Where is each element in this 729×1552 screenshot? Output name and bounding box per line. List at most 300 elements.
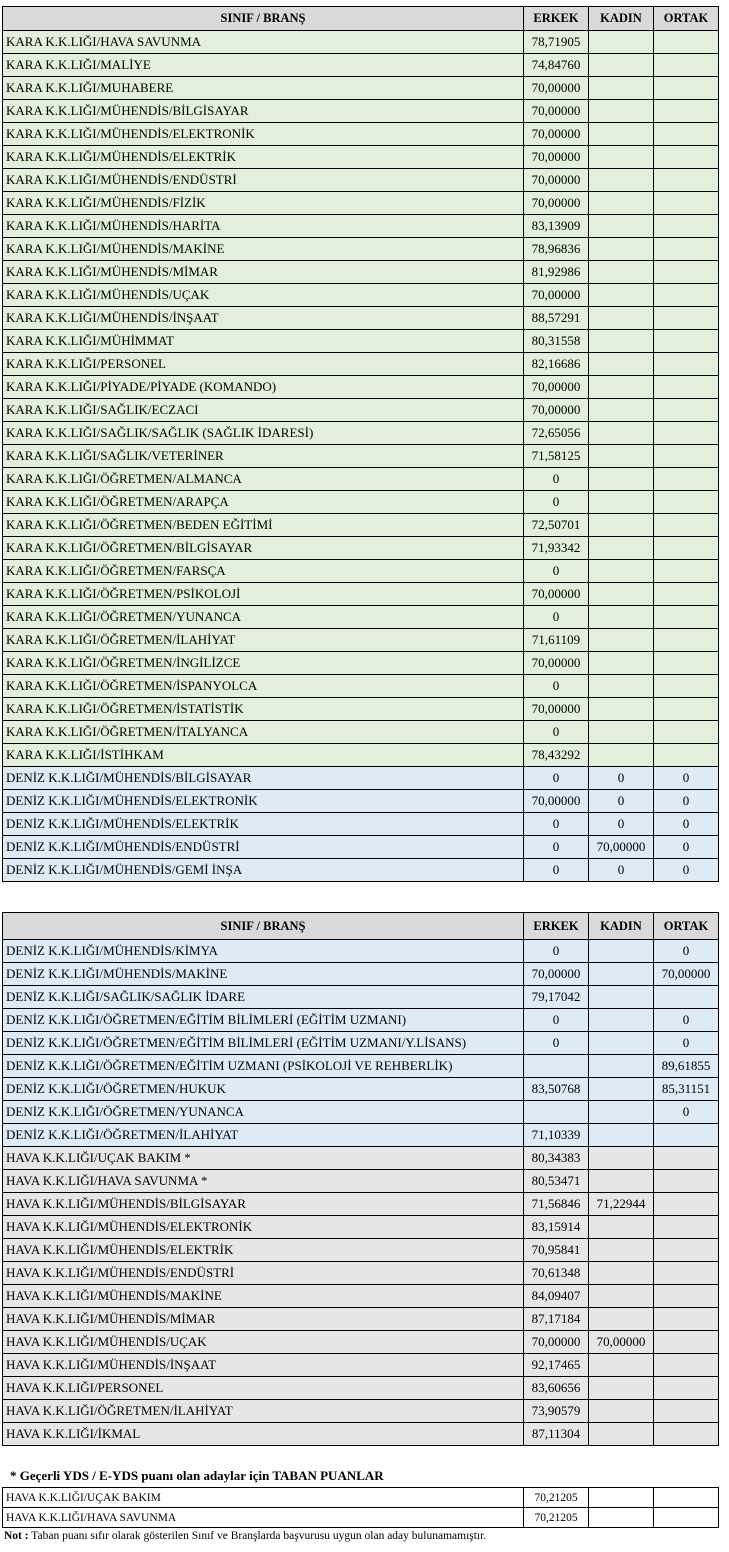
female-score-cell [589, 1262, 654, 1285]
male-score-cell: 70,00000 [524, 698, 589, 721]
female-score-cell [589, 1239, 654, 1262]
branch-cell: HAVA K.K.LIĞI/ÖĞRETMEN/İLAHİYAT [3, 1400, 524, 1423]
header-female: KADIN [589, 7, 654, 31]
table-row [3, 146, 719, 169]
common-score-cell: 0 [654, 767, 719, 790]
female-score-cell [589, 606, 654, 629]
male-score-cell: 81,92986 [524, 261, 589, 284]
male-score-cell: 70,00000 [524, 1331, 589, 1354]
male-score-cell: 70,00000 [524, 100, 589, 123]
table-row [3, 491, 719, 514]
female-score-cell: 0 [589, 813, 654, 836]
table-row [3, 1055, 719, 1078]
scores-table-1 [2, 6, 719, 882]
common-score-cell [654, 330, 719, 353]
male-score-cell: 70,00000 [524, 146, 589, 169]
table-row [3, 1170, 719, 1193]
table-row [3, 1147, 719, 1170]
male-score-cell: 0 [524, 560, 589, 583]
common-score-cell [654, 1124, 719, 1147]
common-score-cell [654, 146, 719, 169]
female-score-cell [589, 146, 654, 169]
branch-cell: KARA K.K.LIĞI/MÜHENDİS/ENDÜSTRİ [3, 169, 524, 192]
male-score-cell: 70,00000 [524, 652, 589, 675]
branch-cell: DENİZ K.K.LIĞI/SAĞLIK/SAĞLIK İDARE [3, 986, 524, 1009]
male-score-cell: 0 [524, 468, 589, 491]
female-score-cell [589, 1101, 654, 1124]
female-score-cell [589, 1009, 654, 1032]
female-score-cell: 0 [589, 790, 654, 813]
female-score-cell [589, 422, 654, 445]
female-score-cell [589, 721, 654, 744]
male-score-cell: 0 [524, 491, 589, 514]
table-row [3, 353, 719, 376]
female-score-cell [589, 445, 654, 468]
common-score-cell [654, 721, 719, 744]
branch-cell: HAVA K.K.LIĞI/MÜHENDİS/ELEKTRİK [3, 1239, 524, 1262]
table-row [3, 1331, 719, 1354]
table-row [3, 100, 719, 123]
branch-cell: KARA K.K.LIĞI/MÜHENDİS/UÇAK [3, 284, 524, 307]
table-row [3, 675, 719, 698]
common-score-cell: 89,61855 [654, 1055, 719, 1078]
female-score-cell [589, 1032, 654, 1055]
common-score-cell: 0 [654, 790, 719, 813]
branch-cell: KARA K.K.LIĞI/MÜHENDİS/FİZİK [3, 192, 524, 215]
common-score-cell [654, 1331, 719, 1354]
female-score-cell [589, 31, 654, 54]
common-score-cell [654, 537, 719, 560]
common-score-cell: 0 [654, 836, 719, 859]
branch-cell: KARA K.K.LIĞI/MÜHENDİS/HARİTA [3, 215, 524, 238]
branch-cell: KARA K.K.LIĞI/MÜHENDİS/MAKİNE [3, 238, 524, 261]
female-score-cell [589, 307, 654, 330]
table-row [3, 31, 719, 54]
female-score-cell [589, 1216, 654, 1239]
common-score-cell: 0 [654, 813, 719, 836]
table-row [3, 468, 719, 491]
male-score-cell: 83,50768 [524, 1078, 589, 1101]
common-score-cell [654, 583, 719, 606]
table-row [3, 1101, 719, 1124]
scores-table-2 [2, 912, 719, 1446]
male-score-cell: 84,09407 [524, 1285, 589, 1308]
male-score-cell: 0 [524, 675, 589, 698]
female-score-cell [589, 215, 654, 238]
female-score-cell [589, 100, 654, 123]
branch-cell: DENİZ K.K.LIĞI/MÜHENDİS/ELEKTRİK [3, 813, 524, 836]
male-score-cell: 88,57291 [524, 307, 589, 330]
table-row [3, 836, 719, 859]
female-score-cell [589, 560, 654, 583]
common-score-cell [654, 606, 719, 629]
common-score-cell: 0 [654, 859, 719, 882]
male-score-cell: 74,84760 [524, 54, 589, 77]
male-score-cell: 0 [524, 606, 589, 629]
yds-table [2, 1487, 719, 1528]
branch-cell: HAVA K.K.LIĞI/MÜHENDİS/MİMAR [3, 1308, 524, 1331]
table-row [3, 399, 719, 422]
table-row [3, 1193, 719, 1216]
common-score-cell [654, 1354, 719, 1377]
common-score-cell [654, 1239, 719, 1262]
common-score-cell [654, 1216, 719, 1239]
branch-cell: KARA K.K.LIĞI/ÖĞRETMEN/İSTATİSTİK [3, 698, 524, 721]
table-row [3, 1009, 719, 1032]
female-score-cell [589, 77, 654, 100]
female-score-cell [589, 675, 654, 698]
female-score-cell [589, 238, 654, 261]
common-score-cell [654, 399, 719, 422]
table-row [3, 169, 719, 192]
common-score-cell: 70,00000 [654, 963, 719, 986]
female-score-cell [589, 169, 654, 192]
branch-cell: KARA K.K.LIĞI/ÖĞRETMEN/FARSÇA [3, 560, 524, 583]
branch-cell: KARA K.K.LIĞI/MUHABERE [3, 77, 524, 100]
female-score-cell [589, 514, 654, 537]
common-score-cell: 0 [654, 1009, 719, 1032]
female-score-cell [589, 1055, 654, 1078]
table-row [3, 1262, 719, 1285]
male-score-cell: 70,00000 [524, 284, 589, 307]
table-row [3, 790, 719, 813]
female-score-cell [589, 1170, 654, 1193]
common-score-cell: 0 [654, 1101, 719, 1124]
branch-cell: DENİZ K.K.LIĞI/MÜHENDİS/MAKİNE [3, 963, 524, 986]
common-score-cell [654, 307, 719, 330]
male-score-cell: 70,00000 [524, 77, 589, 100]
male-score-cell: 70,95841 [524, 1239, 589, 1262]
female-score-cell [589, 468, 654, 491]
table-row [3, 1216, 719, 1239]
female-score-cell [589, 192, 654, 215]
male-score-cell: 0 [524, 767, 589, 790]
male-score-cell: 83,13909 [524, 215, 589, 238]
male-score-cell: 71,56846 [524, 1193, 589, 1216]
branch-cell: DENİZ K.K.LIĞI/MÜHENDİS/GEMİ İNŞA [3, 859, 524, 882]
table-row [3, 1308, 719, 1331]
header-male: ERKEK [524, 913, 589, 940]
male-score-cell: 70,21205 [524, 1508, 589, 1528]
common-score-cell [654, 744, 719, 767]
female-score-cell [589, 1508, 654, 1528]
female-score-cell [589, 1488, 654, 1508]
male-score-cell: 73,90579 [524, 1400, 589, 1423]
header-male: ERKEK [524, 7, 589, 31]
female-score-cell [589, 1285, 654, 1308]
table-row [3, 261, 719, 284]
male-score-cell: 0 [524, 1032, 589, 1055]
female-score-cell [589, 54, 654, 77]
table-row [3, 560, 719, 583]
common-score-cell [654, 284, 719, 307]
male-score-cell: 71,93342 [524, 537, 589, 560]
table-row [3, 1400, 719, 1423]
header-female: KADIN [589, 913, 654, 940]
common-score-cell [654, 1262, 719, 1285]
table-row [3, 284, 719, 307]
table-row [3, 1078, 719, 1101]
branch-cell: DENİZ K.K.LIĞI/ÖĞRETMEN/EĞİTİM UZMANI (PSİKOLOJİ VE REHBERLİK) [3, 1055, 524, 1078]
male-score-cell: 78,43292 [524, 744, 589, 767]
female-score-cell [589, 399, 654, 422]
branch-cell: DENİZ K.K.LIĞI/ÖĞRETMEN/YUNANCA [3, 1101, 524, 1124]
common-score-cell [654, 422, 719, 445]
common-score-cell [654, 1377, 719, 1400]
male-score-cell: 70,00000 [524, 583, 589, 606]
male-score-cell: 70,00000 [524, 376, 589, 399]
table-row [3, 813, 719, 836]
table-row [3, 307, 719, 330]
table-row [3, 963, 719, 986]
male-score-cell: 83,15914 [524, 1216, 589, 1239]
female-score-cell [589, 986, 654, 1009]
male-score-cell: 80,31558 [524, 330, 589, 353]
branch-cell: HAVA K.K.LIĞI/MÜHENDİS/ELEKTRONİK [3, 1216, 524, 1239]
branch-cell: KARA K.K.LIĞI/SAĞLIK/SAĞLIK (SAĞLIK İDARESİ) [3, 422, 524, 445]
common-score-cell [654, 238, 719, 261]
female-score-cell [589, 491, 654, 514]
table-header-row [3, 913, 719, 940]
common-score-cell [654, 100, 719, 123]
common-score-cell [654, 675, 719, 698]
table-row [3, 1377, 719, 1400]
female-score-cell [589, 330, 654, 353]
branch-cell: KARA K.K.LIĞI/ÖĞRETMEN/İLAHİYAT [3, 629, 524, 652]
table-row [3, 1032, 719, 1055]
female-score-cell [589, 376, 654, 399]
branch-cell: DENİZ K.K.LIĞI/ÖĞRETMEN/HUKUK [3, 1078, 524, 1101]
branch-cell: HAVA K.K.LIĞI/UÇAK BAKIM * [3, 1147, 524, 1170]
table-row [3, 445, 719, 468]
female-score-cell [589, 261, 654, 284]
male-score-cell: 70,21205 [524, 1488, 589, 1508]
common-score-cell [654, 629, 719, 652]
branch-cell: KARA K.K.LIĞI/İSTİHKAM [3, 744, 524, 767]
female-score-cell [589, 1400, 654, 1423]
branch-cell: KARA K.K.LIĞI/SAĞLIK/VETERİNER [3, 445, 524, 468]
common-score-cell [654, 986, 719, 1009]
male-score-cell: 71,10339 [524, 1124, 589, 1147]
male-score-cell [524, 1101, 589, 1124]
common-score-cell [654, 192, 719, 215]
common-score-cell [654, 77, 719, 100]
male-score-cell: 70,00000 [524, 192, 589, 215]
table-row [3, 376, 719, 399]
common-score-cell [654, 1147, 719, 1170]
male-score-cell: 78,96836 [524, 238, 589, 261]
female-score-cell [589, 537, 654, 560]
branch-cell: KARA K.K.LIĞI/HAVA SAVUNMA [3, 31, 524, 54]
common-score-cell [654, 1308, 719, 1331]
common-score-cell [654, 31, 719, 54]
branch-cell: HAVA K.K.LIĞI/HAVA SAVUNMA [3, 1508, 524, 1528]
common-score-cell [654, 261, 719, 284]
common-score-cell [654, 1400, 719, 1423]
footnote [4, 1530, 486, 1542]
female-score-cell: 70,00000 [589, 836, 654, 859]
male-score-cell: 0 [524, 940, 589, 963]
male-score-cell: 70,61348 [524, 1262, 589, 1285]
female-score-cell: 70,00000 [589, 1331, 654, 1354]
common-score-cell [654, 560, 719, 583]
branch-cell: KARA K.K.LIĞI/MÜHİMMAT [3, 330, 524, 353]
female-score-cell [589, 1308, 654, 1331]
common-score-cell [654, 1285, 719, 1308]
branch-cell: KARA K.K.LIĞI/MALİYE [3, 54, 524, 77]
table-row [3, 698, 719, 721]
branch-cell: HAVA K.K.LIĞI/MÜHENDİS/UÇAK [3, 1331, 524, 1354]
male-score-cell: 87,11304 [524, 1423, 589, 1446]
female-score-cell: 0 [589, 859, 654, 882]
common-score-cell [654, 353, 719, 376]
male-score-cell: 78,71905 [524, 31, 589, 54]
branch-cell: KARA K.K.LIĞI/MÜHENDİS/MİMAR [3, 261, 524, 284]
branch-cell: HAVA K.K.LIĞI/MÜHENDİS/ENDÜSTRİ [3, 1262, 524, 1285]
table-row [3, 629, 719, 652]
table-row [3, 537, 719, 560]
female-score-cell: 0 [589, 767, 654, 790]
common-score-cell [654, 491, 719, 514]
table-row [3, 652, 719, 675]
table-row [3, 422, 719, 445]
male-score-cell: 72,65056 [524, 422, 589, 445]
common-score-cell [654, 215, 719, 238]
branch-cell: DENİZ K.K.LIĞI/ÖĞRETMEN/EĞİTİM BİLİMLERİ (EĞİTİM UZMANI/Y.LİSANS) [3, 1032, 524, 1055]
common-score-cell [654, 1488, 719, 1508]
female-score-cell [589, 284, 654, 307]
male-score-cell: 71,58125 [524, 445, 589, 468]
table-row [3, 721, 719, 744]
common-score-cell [654, 123, 719, 146]
footnote-label: Not : [4, 1530, 29, 1542]
table-row [3, 1124, 719, 1147]
male-score-cell: 0 [524, 859, 589, 882]
male-score-cell: 0 [524, 836, 589, 859]
female-score-cell [589, 1354, 654, 1377]
branch-cell: KARA K.K.LIĞI/ÖĞRETMEN/İTALYANCA [3, 721, 524, 744]
common-score-cell [654, 1423, 719, 1446]
common-score-cell: 0 [654, 1032, 719, 1055]
header-branch: SINIF / BRANŞ [3, 7, 524, 31]
male-score-cell: 82,16686 [524, 353, 589, 376]
common-score-cell: 85,31151 [654, 1078, 719, 1101]
male-score-cell: 70,00000 [524, 790, 589, 813]
table-row [3, 514, 719, 537]
branch-cell: KARA K.K.LIĞI/ÖĞRETMEN/BEDEN EĞİTİMİ [3, 514, 524, 537]
female-score-cell [589, 940, 654, 963]
table-row [3, 123, 719, 146]
table-row [3, 767, 719, 790]
common-score-cell [654, 652, 719, 675]
branch-cell: DENİZ K.K.LIĞI/MÜHENDİS/ENDÜSTRİ [3, 836, 524, 859]
branch-cell: KARA K.K.LIĞI/ÖĞRETMEN/ALMANCA [3, 468, 524, 491]
branch-cell: KARA K.K.LIĞI/MÜHENDİS/BİLGİSAYAR [3, 100, 524, 123]
common-score-cell [654, 1193, 719, 1216]
table-row [3, 744, 719, 767]
female-score-cell [589, 963, 654, 986]
male-score-cell: 87,17184 [524, 1308, 589, 1331]
common-score-cell [654, 445, 719, 468]
yds-section-title: * Geçerli YDS / E-YDS puanı olan adaylar için TABAN PUANLAR [10, 1468, 384, 1483]
common-score-cell [654, 698, 719, 721]
female-score-cell [589, 1377, 654, 1400]
male-score-cell: 70,00000 [524, 399, 589, 422]
header-common: ORTAK [654, 913, 719, 940]
common-score-cell [654, 468, 719, 491]
male-score-cell: 0 [524, 813, 589, 836]
female-score-cell [589, 698, 654, 721]
branch-cell: DENİZ K.K.LIĞI/MÜHENDİS/ELEKTRONİK [3, 790, 524, 813]
table-row [3, 986, 719, 1009]
header-branch: SINIF / BRANŞ [3, 913, 524, 940]
female-score-cell [589, 652, 654, 675]
branch-cell: DENİZ K.K.LIĞI/MÜHENDİS/KİMYA [3, 940, 524, 963]
male-score-cell: 0 [524, 721, 589, 744]
table-row [3, 1239, 719, 1262]
table-row [3, 330, 719, 353]
table-row [3, 1423, 719, 1446]
male-score-cell: 83,60656 [524, 1377, 589, 1400]
branch-cell: DENİZ K.K.LIĞI/MÜHENDİS/BİLGİSAYAR [3, 767, 524, 790]
table-row [3, 859, 719, 882]
female-score-cell [589, 123, 654, 146]
male-score-cell: 72,50701 [524, 514, 589, 537]
table-row [3, 1508, 719, 1528]
table-row [3, 1488, 719, 1508]
branch-cell: HAVA K.K.LIĞI/PERSONEL [3, 1377, 524, 1400]
male-score-cell: 92,17465 [524, 1354, 589, 1377]
male-score-cell: 80,34383 [524, 1147, 589, 1170]
table-row [3, 54, 719, 77]
branch-cell: HAVA K.K.LIĞI/UÇAK BAKIM [3, 1488, 524, 1508]
branch-cell: KARA K.K.LIĞI/ÖĞRETMEN/İSPANYOLCA [3, 675, 524, 698]
branch-cell: KARA K.K.LIĞI/PERSONEL [3, 353, 524, 376]
branch-cell: HAVA K.K.LIĞI/İKMAL [3, 1423, 524, 1446]
branch-cell: DENİZ K.K.LIĞI/ÖĞRETMEN/İLAHİYAT [3, 1124, 524, 1147]
branch-cell: KARA K.K.LIĞI/MÜHENDİS/İNŞAAT [3, 307, 524, 330]
female-score-cell [589, 1124, 654, 1147]
common-score-cell [654, 54, 719, 77]
male-score-cell: 0 [524, 1009, 589, 1032]
branch-cell: DENİZ K.K.LIĞI/ÖĞRETMEN/EĞİTİM BİLİMLERİ (EĞİTİM UZMANI) [3, 1009, 524, 1032]
common-score-cell [654, 169, 719, 192]
male-score-cell: 71,61109 [524, 629, 589, 652]
male-score-cell: 80,53471 [524, 1170, 589, 1193]
female-score-cell [589, 1147, 654, 1170]
female-score-cell [589, 1078, 654, 1101]
branch-cell: HAVA K.K.LIĞI/HAVA SAVUNMA * [3, 1170, 524, 1193]
male-score-cell [524, 1055, 589, 1078]
male-score-cell: 70,00000 [524, 123, 589, 146]
male-score-cell: 70,00000 [524, 169, 589, 192]
table-row [3, 1354, 719, 1377]
female-score-cell [589, 353, 654, 376]
common-score-cell: 0 [654, 940, 719, 963]
branch-cell: KARA K.K.LIĞI/ÖĞRETMEN/BİLGİSAYAR [3, 537, 524, 560]
table-row [3, 192, 719, 215]
branch-cell: KARA K.K.LIĞI/MÜHENDİS/ELEKTRİK [3, 146, 524, 169]
common-score-cell [654, 376, 719, 399]
female-score-cell: 71,22944 [589, 1193, 654, 1216]
branch-cell: KARA K.K.LIĞI/ÖĞRETMEN/ARAPÇA [3, 491, 524, 514]
branch-cell: KARA K.K.LIĞI/SAĞLIK/ECZACI [3, 399, 524, 422]
branch-cell: HAVA K.K.LIĞI/MÜHENDİS/MAKİNE [3, 1285, 524, 1308]
table-row [3, 238, 719, 261]
table-row [3, 77, 719, 100]
female-score-cell [589, 1423, 654, 1446]
footnote-text: Taban puanı sıfır olarak gösterilen Sınıf ve Branşlarda başvurusu uygun olan aday bulunamamıştır. [28, 1530, 487, 1542]
